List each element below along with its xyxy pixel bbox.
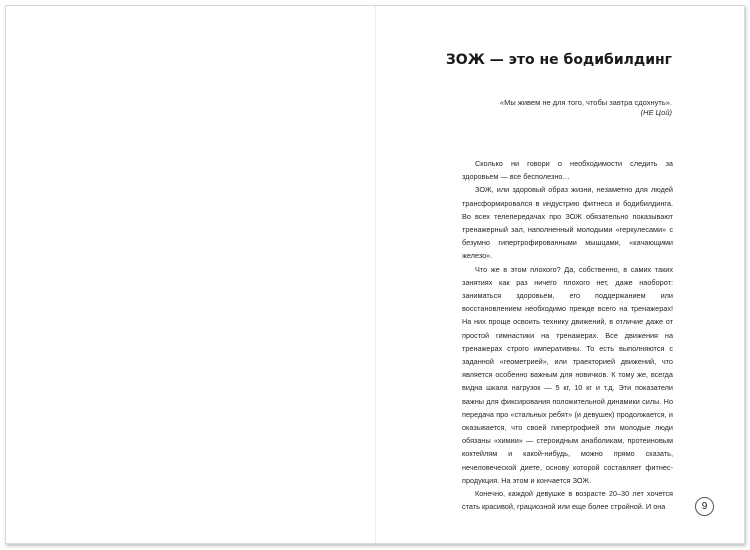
body-text (462, 157, 673, 513)
right-page (376, 6, 744, 543)
paragraph: Что же в этом плохого? Да, собственно, в самих таких занятиях как раз ничего плохого нет, даже наоборот: заниматься здоровьем, его поддержанием или восстановлением необходимо прежде всего на тренажерах! На них проще освоить технику движений, в отличие даже от простой гимнастики на тренажерах. Все движения на тренажерах строго императивны. То есть выполняются с заданной «геометрией», или траекторией движений, что является особенно важным для новичков. К тому же, всегда видна шкала нагрузок — 5 кг, 10 кг и т.д. Эти показатели важны для фиксирования положительной динамики силы. Но передача про «стальных ребят» (и девушек) продолжается, и оказывается, что своей гипертрофией эти молодые люди обязаны «химии» — стероидным анаболикам, протеиновым коктейлям и какой-нибудь, можно прямо сказать, нечеловеческой диете, основу которой составляет фитнес-продукция. На этом и кончается ЗОЖ. (462, 264, 673, 485)
epigraph (436, 98, 672, 118)
chapter-title: ЗОЖ — это не бодибилдинг (445, 52, 672, 68)
paragraph: Конечно, каждой девушке в возрасте 20–30 лет хочется стать красивой, грациозной или еще более стройной. И она (462, 489, 673, 512)
epigraph-author: (НЕ Цой) (640, 108, 672, 117)
paragraph: Сколько ни говори о необходимости следить за здоровьем — все бесполезно… (462, 159, 673, 182)
book-spread (5, 5, 745, 544)
page-number-label: 9 (701, 501, 708, 512)
page-number (695, 497, 714, 516)
epigraph-quote: «Мы живем не для того, чтобы завтра сдохнуть». (499, 98, 672, 107)
left-page (6, 6, 375, 543)
paragraph: ЗОЖ, или здоровый образ жизни, незаметно для людей трансформировался в индустрию фитнеса и бодибилдинга. Во всех телепередачах про ЗОЖ обязательно показывают тренажерный зал, наполненный молодыми «геркулесами» с безумно гипертрофированными мышцами, «качающими железо». (462, 185, 673, 261)
